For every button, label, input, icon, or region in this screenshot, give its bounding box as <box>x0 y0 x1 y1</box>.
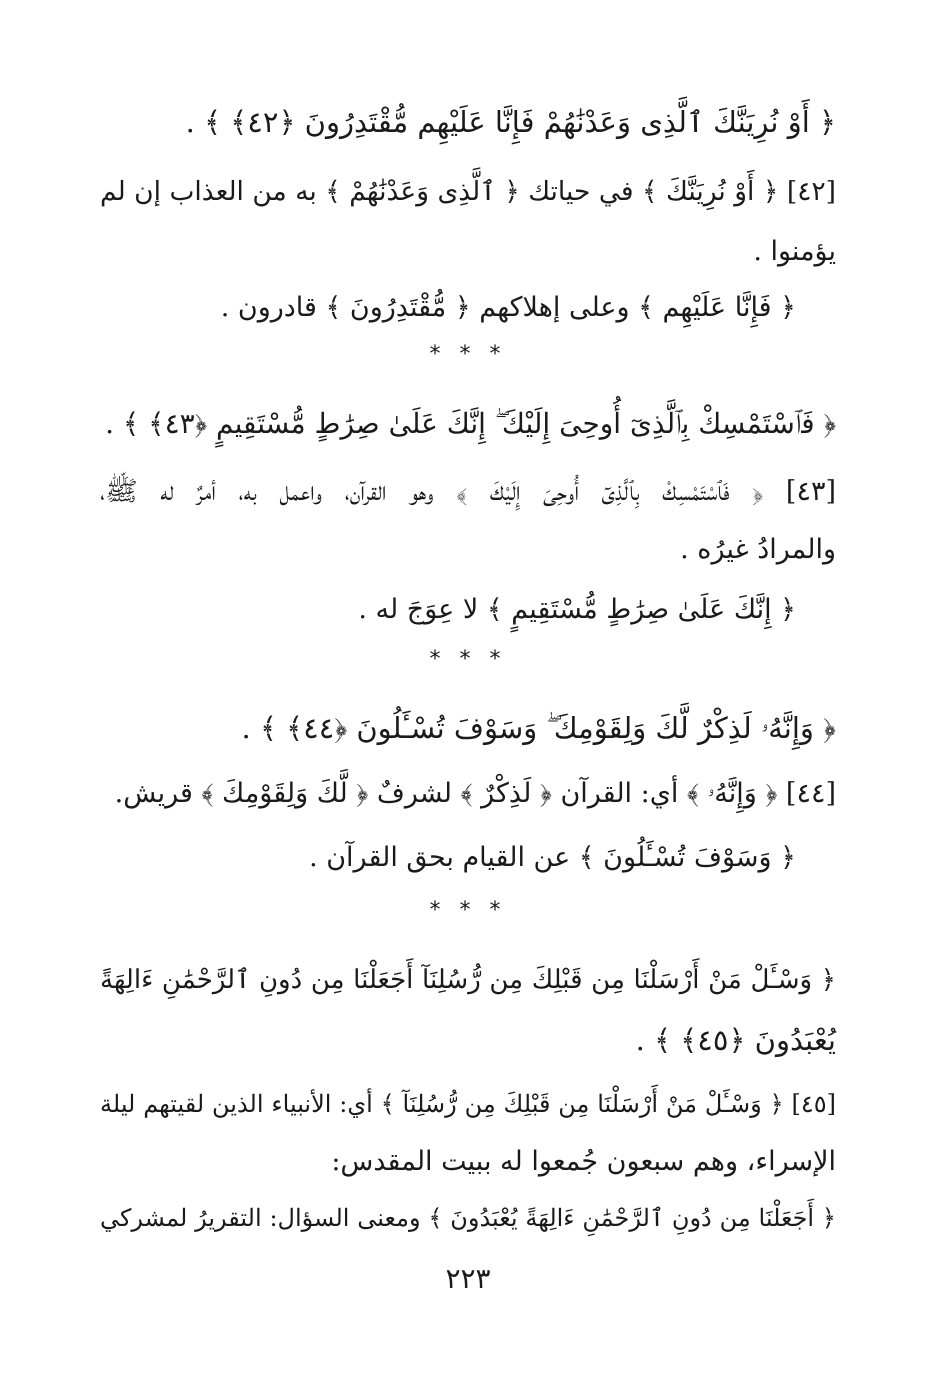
verse-45-line1: ﴿ وَسْـَٔلْ مَنْ أَرْسَلْنَا مِن قَبْلِكَ مِن رُّسُلِنَآ أَجَعَلْنَا مِن دُونِ ٱلرَّحْمَٰنِ ءَالِهَةً <box>100 965 836 995</box>
verse-44: ﴿ وَإِنَّهُۥ لَذِكْرٌ لَّكَ وَلِقَوْمِكَ ۖ وَسَوْفَ تُسْـَٔلُونَ ﴿٤٤﴾ ﴾ . <box>241 711 836 745</box>
commentary-45-line2: الإسراء، وهم سبعون جُمعوا له ببيت المقدس: <box>331 1146 836 1177</box>
commentary-44-line2: ﴿ وَسَوْفَ تُسْـَٔلُونَ ﴾ عن القيام بحق القرآن . <box>309 842 796 873</box>
verse-43: ﴿ فَٱسْتَمْسِكْ بِٱلَّذِىٓ أُوحِىَ إِلَيْكَ ۖ إِنَّكَ عَلَىٰ صِرَٰطٍ مُّسْتَقِيمٍ ﴿٤٣﴾ ﴾ . <box>105 407 836 440</box>
section-separator: * * * <box>429 342 507 367</box>
commentary-45-line3: ﴿ أَجَعَلْنَا مِن دُونِ ٱلرَّحْمَٰنِ ءَالِهَةً يُعْبَدُونَ ﴾ ومعنى السؤال: التقريرُ لمشركي <box>100 1204 836 1232</box>
verse-42: ﴿ أَوْ نُرِيَنَّكَ ٱلَّذِى وَعَدْنَٰهُمْ فَإِنَّا عَلَيْهِم مُّقْتَدِرُونَ ﴿٤٢﴾ ﴾ . <box>185 105 836 139</box>
verse-45-line2: يُعْبَدُونَ ﴿٤٥﴾ ﴾ . <box>635 1023 836 1057</box>
commentary-45-line1: [٤٥] ﴿ وَسْـَٔلْ مَنْ أَرْسَلْنَا مِن قَبْلِكَ مِن رُّسُلِنَآ ﴾ أي: الأنبياء الذين لقيتهم ليلة <box>100 1090 836 1118</box>
page-number: ٢٢٣ <box>445 1262 491 1295</box>
section-separator: * * * <box>429 898 507 923</box>
commentary-43-line2: والمرادُ غيرُه . <box>680 534 836 565</box>
commentary-42-line2: يؤمنوا . <box>753 236 836 267</box>
section-separator: * * * <box>429 647 507 672</box>
commentary-43-line1: [٤٣] ﴿ فَٱسْتَمْسِكْ بِٱلَّذِىٓ أُوحِىَ إِلَيْكَ ﴾ وهو القرآن، واعمل به، أمرٌ له ﷺ، <box>100 476 836 507</box>
commentary-43-line3: ﴿ إِنَّكَ عَلَىٰ صِرَٰطٍ مُّسْتَقِيمٍ ﴾ لا عِوَجَ له . <box>358 594 796 625</box>
commentary-42-line3: ﴿ فَإِنَّا عَلَيْهِم ﴾ وعلى إهلاكهم ﴿ مُّقْتَدِرُونَ ﴾ قادرون . <box>220 292 796 323</box>
commentary-42-line1: [٤٢] ﴿ أَوْ نُرِيَنَّكَ ﴾ في حياتك ﴿ ٱلَّذِى وَعَدْنَٰهُمْ ﴾ به من العذاب إن لم <box>100 176 836 207</box>
commentary-44-line1: [٤٤] ﴿ وَإِنَّهُۥ ﴾ أي: القرآن ﴿ لَذِكْرٌ ﴾ لشرفٌ ﴿ لَّكَ وَلِقَوْمِكَ ﴾ قريش. <box>114 778 836 809</box>
